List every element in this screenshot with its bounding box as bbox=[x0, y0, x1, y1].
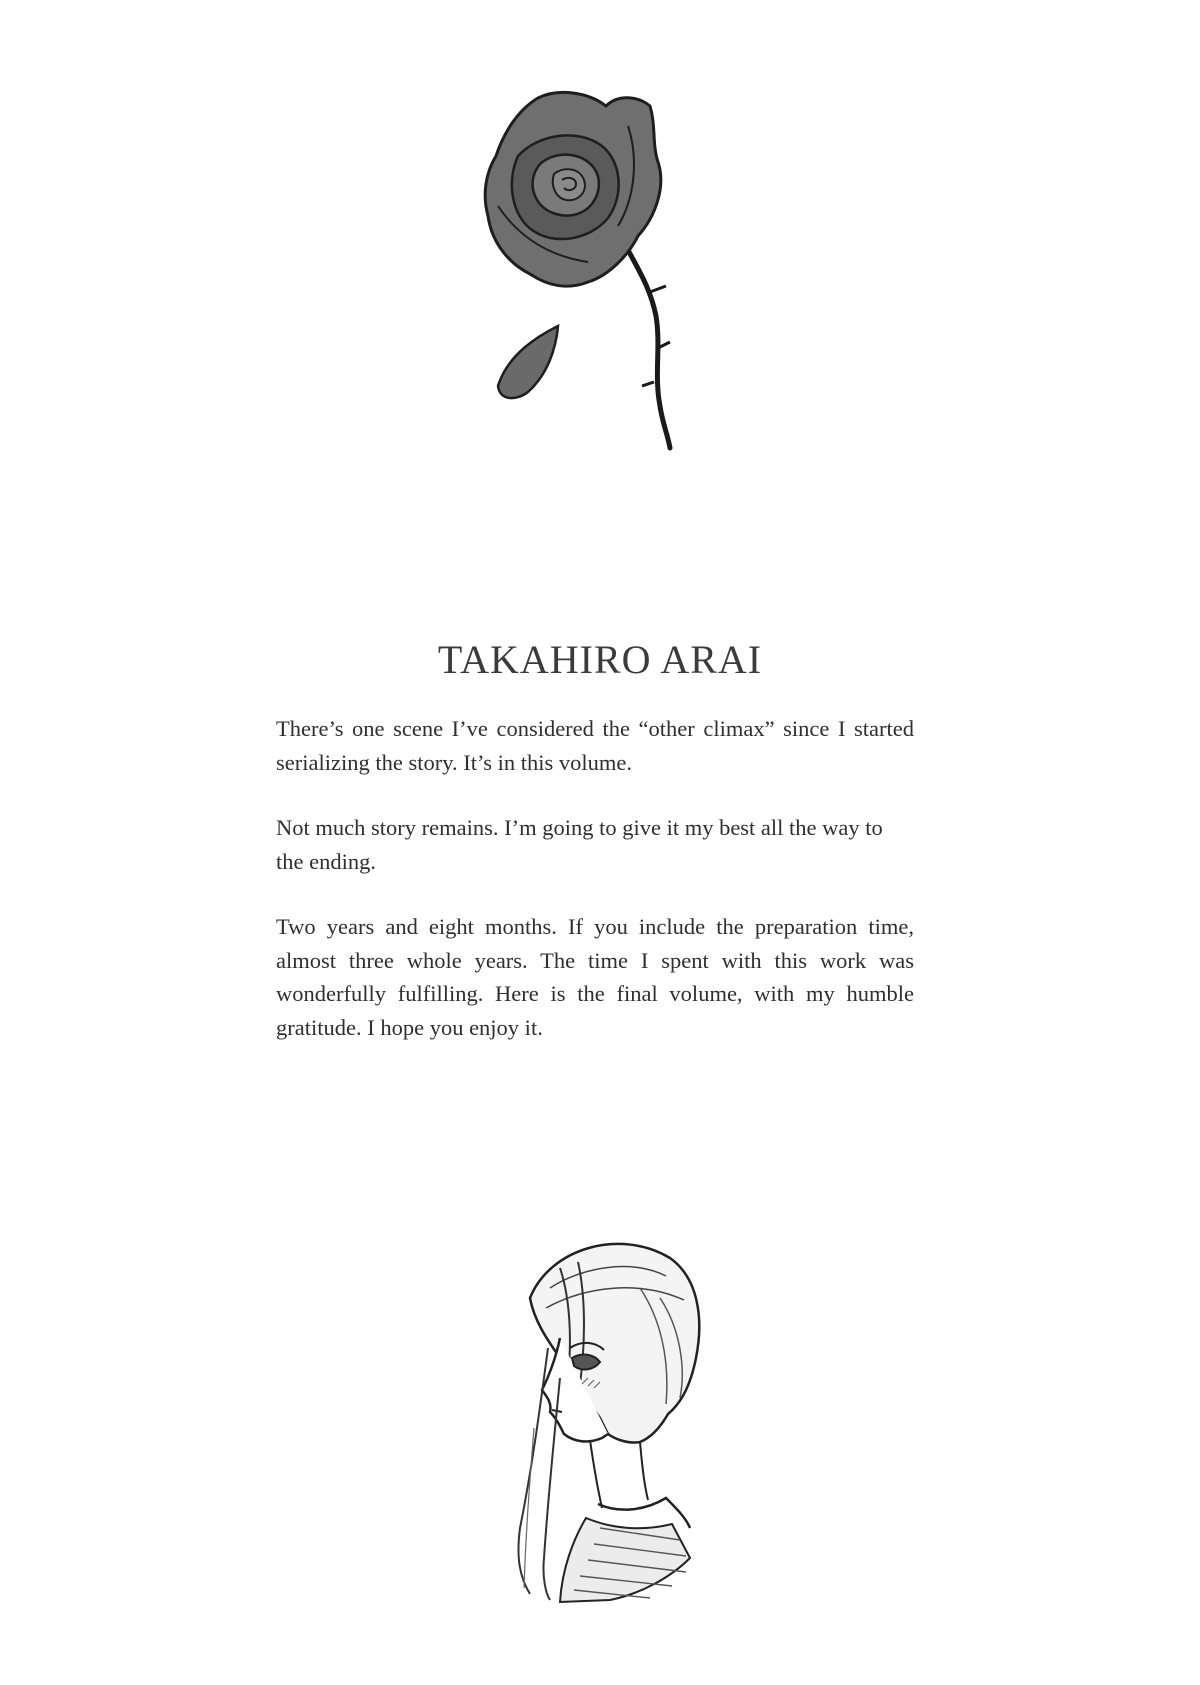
rose-stem bbox=[626, 246, 670, 448]
author-note bbox=[276, 712, 914, 1076]
girl-collar bbox=[598, 1498, 690, 1528]
note-paragraph: There’s one scene I’ve considered the “other climax” since I started serializing the story. It’s in this volume. bbox=[276, 716, 914, 775]
girl-eye bbox=[572, 1355, 600, 1370]
rose-illustration bbox=[478, 86, 688, 456]
note-paragraph: Not much story remains. I’m going to give it my best all the way to the ending. bbox=[276, 815, 883, 874]
girl-portrait-illustration bbox=[490, 1228, 705, 1608]
author-name: TAKAHIRO ARAI bbox=[437, 637, 763, 682]
note-paragraph: Two years and eight months. If you include the preparation time, almost three whole years. The time I spent with this work was wonderfully fulfilling. Here is the final volume, with my humble gratitude. I hope you enjoy it. bbox=[276, 914, 914, 1040]
rose-petal bbox=[498, 326, 558, 398]
